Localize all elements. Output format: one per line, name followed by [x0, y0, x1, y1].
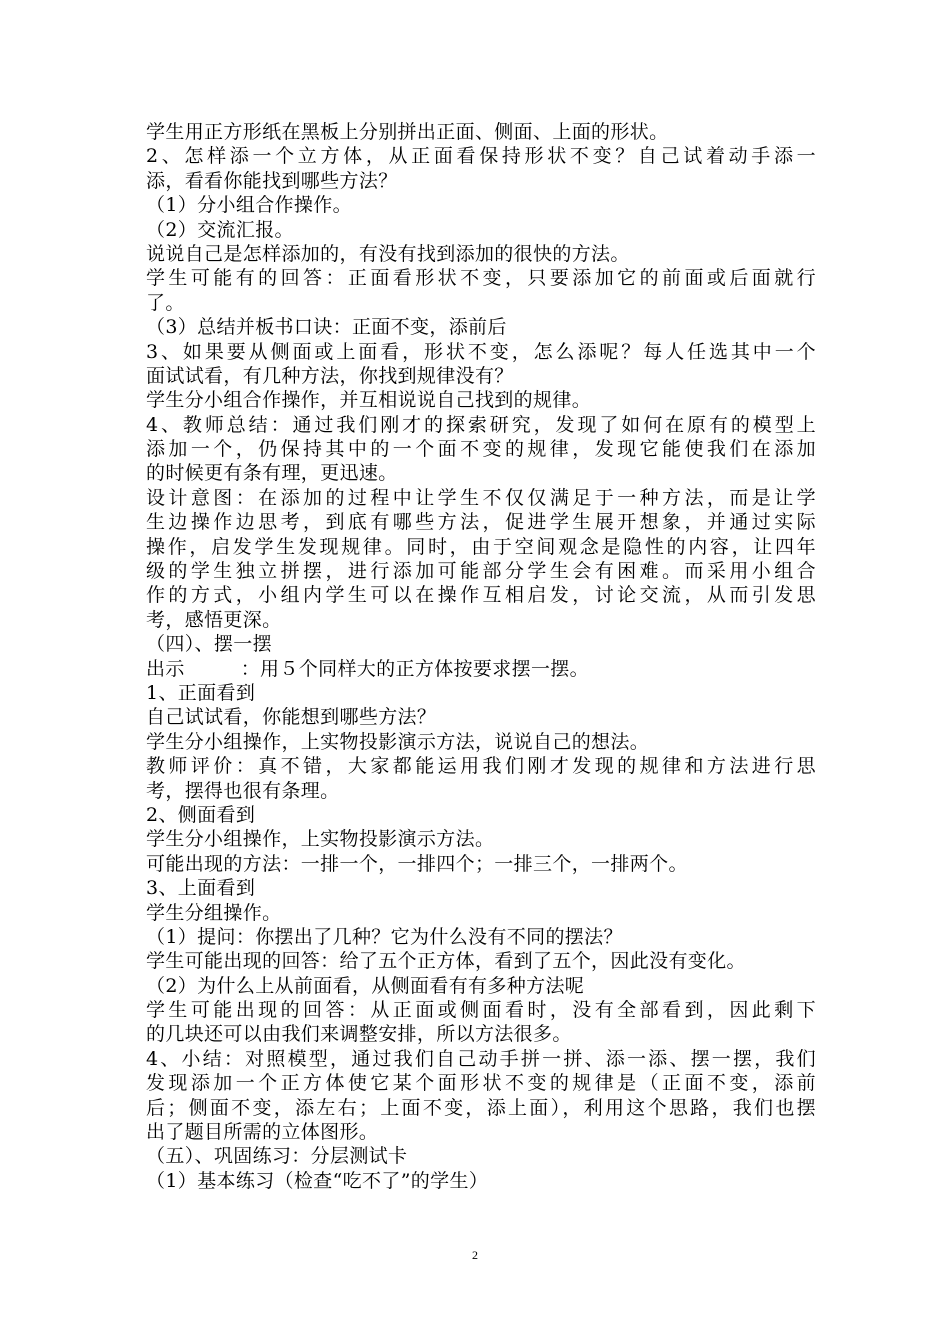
text-line: 学生可能出现的回答：给了五个正方体，看到了五个，因此没有变化。	[146, 950, 746, 973]
text-line: （2）交流汇报。	[146, 218, 294, 241]
text-line: 说说自己是怎样添加的，有没有找到添加的很快的方法。	[146, 242, 630, 265]
text-line: 教师评价：真不错，大家都能运用我们刚才发现的规律和方法进行思	[146, 755, 816, 778]
text-line: 2、怎样添一个立方体，从正面看保持形状不变？自己试着动手添一	[146, 145, 816, 168]
text-line: （1）提问：你摆出了几种？它为什么没有不同的摆法？	[146, 925, 623, 948]
text-line: 自己试试看，你能想到哪些方法？	[146, 706, 437, 729]
show-text: ：用５个同样大的正方体按要求摆一摆。	[240, 657, 590, 680]
show-line	[146, 657, 816, 681]
text-line: 3、如果要从侧面或上面看，形状不变，怎么添呢？每人任选其中一个	[146, 340, 816, 363]
text-line: 了。	[146, 291, 185, 314]
text-line: （1）基本练习（检查“吃不了”的学生）	[146, 1169, 489, 1192]
text-line: 学生可能出现的回答：从正面或侧面看时，没有全部看到，因此剩下	[146, 999, 816, 1022]
text-line: 考，感悟更深。	[146, 608, 282, 631]
text-line: 2、侧面看到	[146, 803, 256, 826]
text-line: 添加一个，仍保持其中的一个面不变的规律，发现它能使我们在添加	[146, 438, 816, 461]
text-line: 可能出现的方法：一排一个，一排四个；一排三个，一排两个。	[146, 852, 688, 875]
show-prefix: 出示	[146, 657, 185, 680]
text-line: 添，看看你能找到哪些方法？	[146, 169, 398, 192]
section-heading: （四）、摆一摆	[146, 633, 272, 656]
text-line: 作的方式，小组内学生可以在操作互相启发，讨论交流，从而引发思	[146, 584, 816, 607]
text-line: 级的学生独立拼摆，进行添加可能部分学生会有困难。而采用小组合	[146, 560, 816, 583]
text-line: 发现添加一个正方体使它某个面形状不变的规律是（正面不变，添前	[146, 1072, 816, 1095]
section-heading: （五）、巩固练习：分层测试卡	[146, 1145, 408, 1168]
text-line: 后；侧面不变，添左右；上面不变，添上面），利用这个思路，我们也摆	[146, 1096, 816, 1119]
page-number: 2	[472, 1248, 478, 1262]
text-line: 4、小结：对照模型，通过我们自己动手拼一拼、添一添、摆一摆，我们	[146, 1047, 816, 1070]
text-line: （2）为什么上从前面看，从侧面看有有多种方法呢	[146, 974, 585, 997]
text-line: 学生用正方形纸在黑板上分别拼出正面、侧面、上面的形状。	[146, 121, 669, 143]
document-body	[146, 120, 816, 1193]
text-line: 出了题目所需的立体图形。	[146, 1121, 379, 1144]
text-line: 学生分小组操作，上实物投影演示方法。	[146, 828, 495, 851]
text-line: 的时候更有条有理，更迅速。	[146, 462, 398, 485]
text-line: 的几块还可以由我们来调整安排，所以方法很多。	[146, 1023, 572, 1046]
text-line: 学生分组操作。	[146, 901, 282, 924]
text-line: 考，摆得也很有条理。	[146, 779, 340, 802]
text-line: 面试试看，有几种方法，你找到规律没有？	[146, 364, 514, 387]
text-line: 3、上面看到	[146, 877, 256, 900]
text-line: 4、教师总结：通过我们刚才的探索研究，发现了如何在原有的模型上	[146, 413, 816, 436]
text-line: 设计意图：在添加的过程中让学生不仅仅满足于一种方法，而是让学	[146, 486, 816, 509]
text-line: 学生可能有的回答：正面看形状不变，只要添加它的前面或后面就行	[146, 267, 816, 290]
text-line: （1）分小组合作操作。	[146, 194, 352, 217]
text-line: （3）总结并板书口诀：正面不变，添前后	[146, 316, 507, 339]
text-line: 学生分小组操作，上实物投影演示方法，说说自己的想法。	[146, 730, 650, 753]
text-line: 生边操作边思考，到底有哪些方法，促进学生展开想象，并通过实际	[146, 511, 816, 534]
text-line: 1、正面看到	[146, 681, 256, 704]
text-line: 操作，启发学生发现规律。同时，由于空间观念是隐性的内容，让四年	[146, 535, 816, 558]
text-line: 学生分小组合作操作，并互相说说自己找到的规律。	[146, 389, 592, 412]
